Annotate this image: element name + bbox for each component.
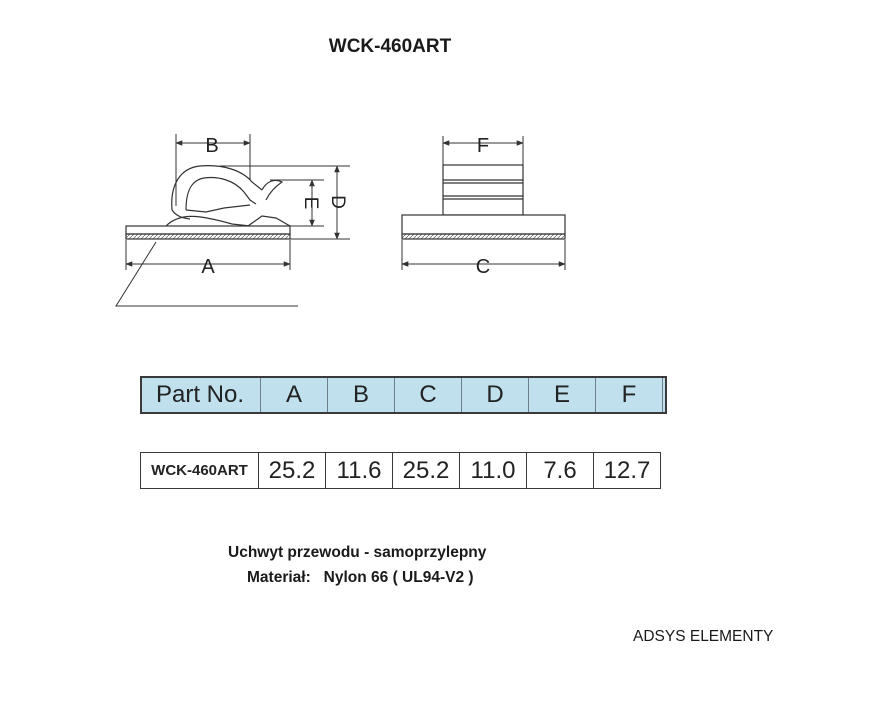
- header-c: C: [395, 377, 462, 413]
- dim-label-f: F: [476, 135, 490, 157]
- product-title: WCK-460ART: [328, 36, 452, 57]
- technical-drawing: [0, 0, 871, 340]
- cell-e: 7.6: [527, 453, 594, 489]
- cell-c: 25.2: [393, 453, 460, 489]
- material-label: Materiał:: [247, 569, 311, 586]
- header-f: F: [596, 377, 663, 413]
- header-a: A: [261, 377, 328, 413]
- side-view: [116, 166, 298, 306]
- material-value: Nylon 66 ( UL94-V2 ): [323, 569, 474, 586]
- description-line: Uchwyt przewodu - samoprzylepny: [228, 544, 487, 561]
- header-d: D: [462, 377, 529, 413]
- dim-label-d: D: [327, 195, 348, 209]
- cell-part-no: WCK-460ART: [141, 453, 259, 489]
- header-b: B: [328, 377, 395, 413]
- cell-b: 11.6: [326, 453, 393, 489]
- front-view: [402, 165, 565, 239]
- cell-a: 25.2: [259, 453, 326, 489]
- cell-f: 12.7: [594, 453, 661, 489]
- dim-label-e: E: [300, 196, 321, 210]
- company-name: ADSYS ELEMENTY: [633, 628, 774, 645]
- header-part-no: Part No.: [141, 377, 261, 413]
- dim-label-a: A: [201, 256, 215, 278]
- header-row: [141, 377, 666, 413]
- dim-label-c: C: [475, 256, 491, 278]
- cell-d: 11.0: [460, 453, 527, 489]
- header-edge: [663, 377, 667, 413]
- spec-values-table: [140, 452, 661, 489]
- table-row: [141, 453, 661, 489]
- dim-label-b: B: [205, 135, 219, 157]
- header-e: E: [529, 377, 596, 413]
- material-line: [247, 569, 474, 587]
- spec-header-table: [140, 376, 667, 414]
